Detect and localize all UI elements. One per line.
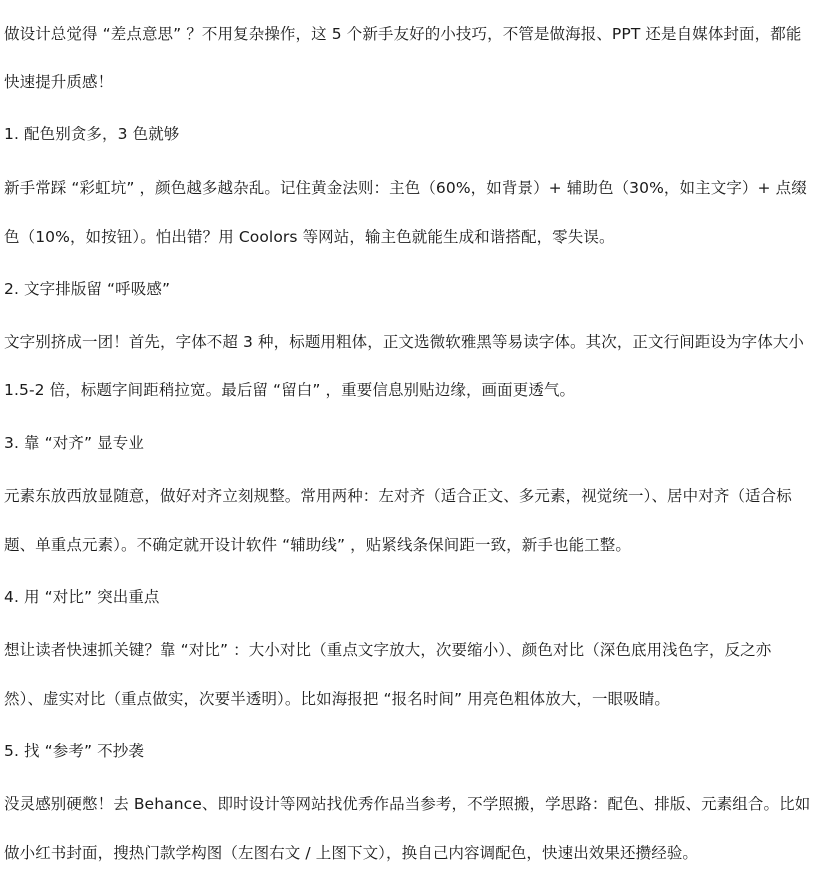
intro-line-2: 快速提升质感！ bbox=[4, 73, 114, 91]
section-1-line-2: 色（10%，如按钮）。怕出错？用 Coolors 等网站，输主色就能生成和谐搭配，零失误。 bbox=[4, 228, 615, 246]
section-2-line-2: 1.5-2 倍，标题字间距稍拉宽。最后留 “留白” ，重要信息别贴边缘，画面更透气。 bbox=[4, 381, 576, 399]
section-5-heading: 5. 找 “参考” 不抄袭 bbox=[4, 742, 144, 760]
section-3-line-2: 题、单重点元素）。不确定就开设计软件 “辅助线” ，贴紧线条保间距一致，新手也能工整。 bbox=[4, 536, 631, 554]
section-5-line-1: 没灵感别硬憋！去 Behance、即时设计等网站找优秀作品当参考，不学照搬，学思路：配色、排版、元素组合。比如 bbox=[4, 795, 811, 813]
section-1-line-1: 新手常踩 “彩虹坑” ，颜色越多越杂乱。记住黄金法则：主色（60%，如背景）+ 辅助色（30%，如主文字）+ 点缀 bbox=[4, 179, 807, 197]
section-4-line-1: 想让读者快速抓关键？靠 “对比” ：大小对比（重点文字放大，次要缩小）、颜色对比（深色底用浅色字，反之亦 bbox=[4, 641, 772, 659]
section-4-heading: 4. 用 “对比” 突出重点 bbox=[4, 588, 160, 606]
section-2-line-1: 文字别挤成一团！首先，字体不超 3 种，标题用粗体，正文选微软雅黑等易读字体。其次，正文行间距设为字体大小 bbox=[4, 333, 805, 351]
section-5-line-2: 做小红书封面，搜热门款学构图（左图右文 / 上图下文），换自己内容调配色，快速出效果还攒经验。 bbox=[4, 844, 699, 862]
section-1-heading: 1. 配色别贪多，3 色就够 bbox=[4, 125, 180, 143]
section-4-line-2: 然）、虚实对比（重点做实，次要半透明）。比如海报把 “报名时间” 用亮色粗体放大，一眼吸睛。 bbox=[4, 690, 671, 708]
section-3-line-1: 元素东放西放显随意，做好对齐立刻规整。常用两种：左对齐（适合正文、多元素，视觉统一）、居中对齐（适合标 bbox=[4, 487, 792, 505]
section-3-heading: 3. 靠 “对齐” 显专业 bbox=[4, 434, 144, 452]
section-2-heading: 2. 文字排版留 “呼吸感” bbox=[4, 280, 171, 298]
intro-line-1: 做设计总觉得 “差点意思” ？不用复杂操作，这 5 个新手友好的小技巧，不管是做海报、PPT 还是自媒体封面，都能 bbox=[4, 25, 802, 43]
